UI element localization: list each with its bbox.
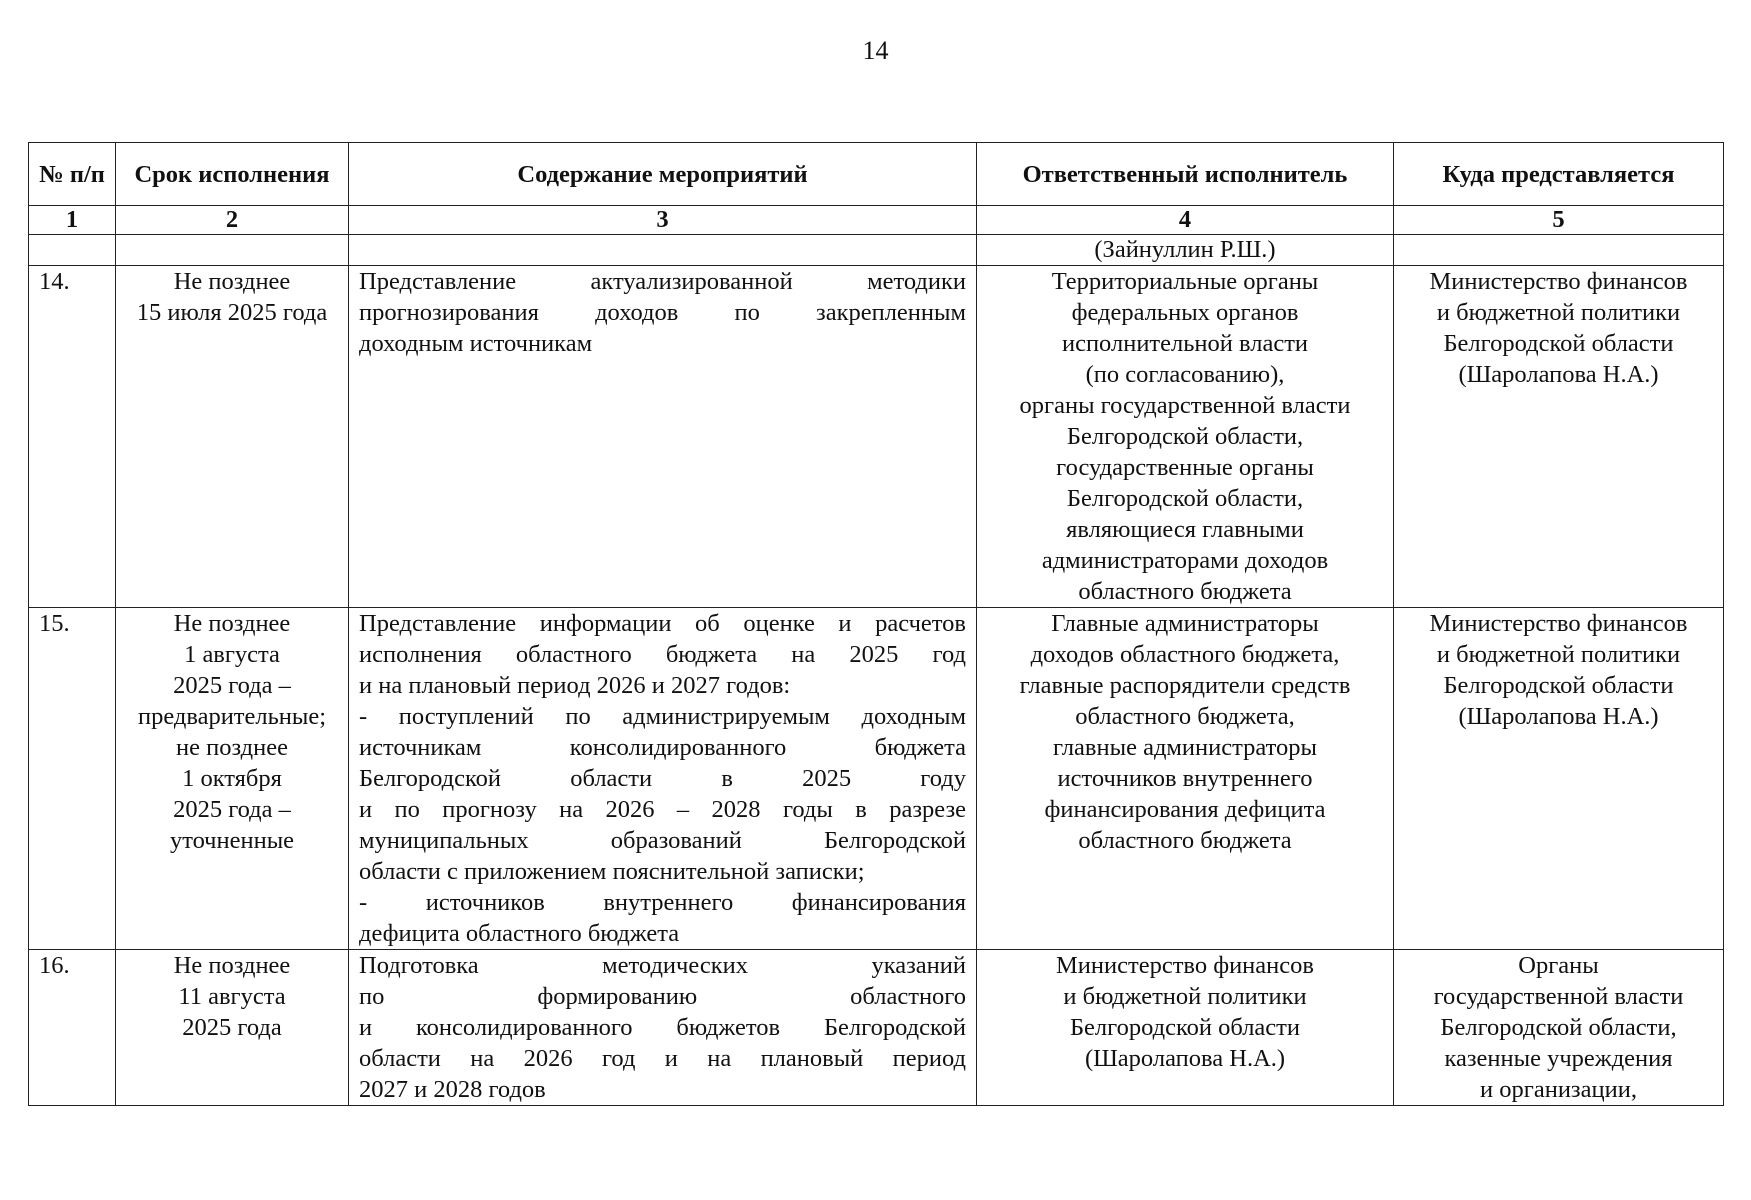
column-number: 3 [349,206,977,235]
content-line: и на плановый период 2026 и 2027 годов: [359,672,791,699]
deadline-cell [116,266,349,608]
executor-line: Территориальные органы [1051,268,1319,295]
executor-line: Белгородской области, [1066,485,1304,512]
row-number: 14. [29,266,116,608]
content-line: и консолидированного бюджетов Белгородской [359,1014,966,1041]
content-line: Представление актуализированной методики [359,268,966,295]
content-cell [349,235,977,266]
header-num: № п/п [29,143,116,206]
executor-cell [977,950,1394,1106]
executor-line: доходов областного бюджета, [1030,641,1340,668]
executor-line: Министерство финансов [1056,952,1314,979]
deadline-line: 15 июля 2025 года [136,299,328,326]
row-number: 15. [29,608,116,950]
deadline-line: не позднее [175,734,289,761]
num-cell [29,235,116,266]
header-row [29,143,1724,206]
executor-line: являющиеся главными [1066,516,1304,543]
content-line: - поступлений по администрируемым доходным [359,703,966,730]
content-line: источникам консолидированного бюджета [359,734,966,761]
content-line: - источников внутреннего финансирования [359,889,966,916]
executor-line: и бюджетной политики [1063,983,1307,1010]
header-executor: Ответственный исполнитель [977,143,1394,206]
executor-line: государственные органы [1056,454,1314,481]
column-number: 4 [977,206,1394,235]
recipient-line: Белгородской области [1443,330,1674,357]
column-number: 1 [29,206,116,235]
recipient-line: и бюджетной политики [1436,299,1681,326]
recipient-line: Органы [1518,952,1599,979]
executor-line: Белгородской области, [1066,423,1304,450]
recipient-line: и бюджетной политики [1436,641,1681,668]
executor-line: главные распорядители средств [1019,672,1351,699]
recipient-line: (Шаролапова Н.А.) [1458,703,1659,730]
column-number: 2 [116,206,349,235]
continuation-row [29,235,1724,266]
recipient-cell [1394,950,1724,1106]
content-line: 2027 и 2028 годов [359,1076,546,1103]
recipient-line: Белгородской области [1443,672,1674,699]
executor-line: областного бюджета [1078,578,1292,605]
executor-line: финансирования дефицита [1044,796,1326,823]
deadline-cell [116,608,349,950]
header-content: Содержание мероприятий [349,143,977,206]
content-line: по формированию областного [359,983,966,1010]
recipient-line: (Шаролапова Н.А.) [1458,361,1659,388]
deadline-line: 1 августа [184,641,280,668]
deadline-line: уточненные [169,827,295,854]
deadline-line: 2025 года – [173,796,291,823]
content-line: Представление информации об оценке и расчетов [359,610,966,637]
executor-cell [977,266,1394,608]
table-row [29,266,1724,608]
executor-line: (Шаролапова Н.А.) [1084,1045,1286,1072]
row-number: 16. [29,950,116,1106]
content-cell [349,950,977,1106]
table-row [29,608,1724,950]
recipient-line: казенные учреждения [1444,1045,1673,1072]
recipient-cell [1394,235,1724,266]
executor-line: органы государственной власти [1019,392,1351,419]
content-cell [349,266,977,608]
executor-cell [977,608,1394,950]
recipient-line: Министерство финансов [1429,268,1688,295]
content-line: Белгородской области в 2025 году [359,765,966,792]
deadline-cell [116,235,349,266]
executor-line: исполнительной власти [1061,330,1309,357]
content-cell [349,608,977,950]
deadline-cell [116,950,349,1106]
executor-line: Белгородской области [1069,1014,1301,1041]
column-number-row [29,206,1724,235]
recipient-line: Министерство финансов [1429,610,1688,637]
table-row [29,950,1724,1106]
content-line: прогнозирования доходов по закрепленным [359,299,966,326]
content-line: и по прогнозу на 2026 – 2028 годы в разрезе [359,796,966,823]
recipient-line: государственной власти [1433,983,1684,1010]
executor-line: источников внутреннего [1057,765,1313,792]
content-line: доходным источникам [359,330,593,357]
content-line: дефицита областного бюджета [359,920,680,947]
column-number: 5 [1394,206,1724,235]
executor-cell: (Зайнуллин Р.Ш.) [977,235,1394,266]
deadline-line: 11 августа [178,983,286,1010]
executor-line: областного бюджета, [1075,703,1295,730]
executor-line: администраторами доходов [1041,547,1329,574]
deadline-line: 2025 года – [173,672,291,699]
content-line: области с приложением пояснительной записки; [359,858,865,885]
deadline-line: Не позднее [173,610,291,637]
deadline-line: 1 октября [182,765,282,792]
executor-line: главные администраторы [1053,734,1317,761]
deadline-line: предварительные; [137,703,327,730]
deadline-line: 2025 года [182,1014,282,1041]
content-line: Подготовка методических указаний [359,952,966,979]
header-recipient: Куда представляется [1394,143,1724,206]
deadline-line: Не позднее [173,952,291,979]
recipient-line: и организации, [1480,1076,1637,1103]
executor-line: Главные администраторы [1051,610,1319,637]
content-line: муниципальных образований Белгородской [359,827,966,854]
header-deadline: Срок исполнения [116,143,349,206]
recipient-cell [1394,608,1724,950]
executor-line: (по согласованию), [1085,361,1285,388]
executor-line: федеральных органов [1071,299,1299,326]
content-line: области на 2026 год и на плановый период [359,1045,966,1072]
content-line: исполнения областного бюджета на 2025 год [359,641,966,668]
executor-line: областного бюджета [1078,827,1292,854]
recipient-cell [1394,266,1724,608]
plan-table [28,142,1724,1106]
deadline-line: Не позднее [173,268,291,295]
page-number: 14 [862,36,889,65]
recipient-line: Белгородской области, [1440,1014,1677,1041]
